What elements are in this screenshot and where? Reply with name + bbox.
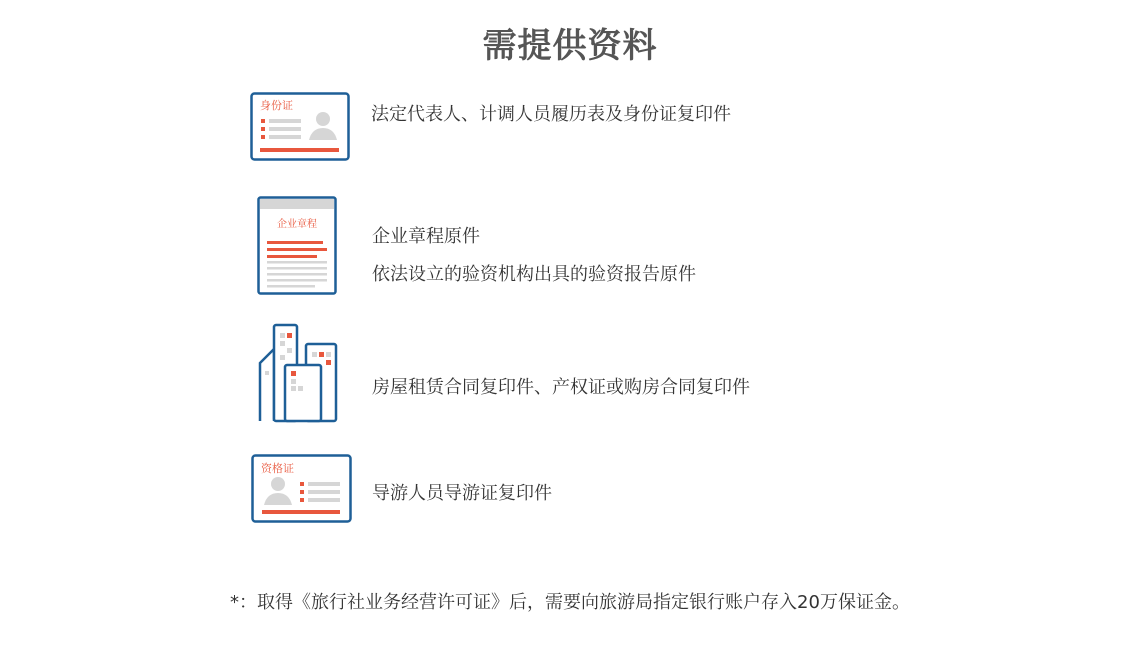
item-articles-text: 企业章程原件 [372,226,480,247]
id-card-label: 身份证 [260,99,293,112]
buildings-icon [257,323,339,423]
page-title: 需提供资料 [482,26,658,66]
footer-note: *：取得《旅行社业务经营许可证》后，需要向旅游局指定银行账户存入20万保证金。 [230,592,910,613]
item-capital-report-text: 依法设立的验资机构出具的验资报告原件 [372,264,696,285]
document-label: 企业章程 [277,219,317,230]
certificate-card-icon [251,454,352,524]
id-card-icon [250,92,350,162]
item-id-card-text: 法定代表人、计调人员履历表及身份证复印件 [371,104,731,125]
item-lease-text: 房屋租赁合同复印件、产权证或购房合同复印件 [372,377,750,398]
certificate-card-label: 资格证 [261,462,294,475]
item-guide-cert-text: 导游人员导游证复印件 [372,483,552,504]
document-icon [257,196,337,296]
